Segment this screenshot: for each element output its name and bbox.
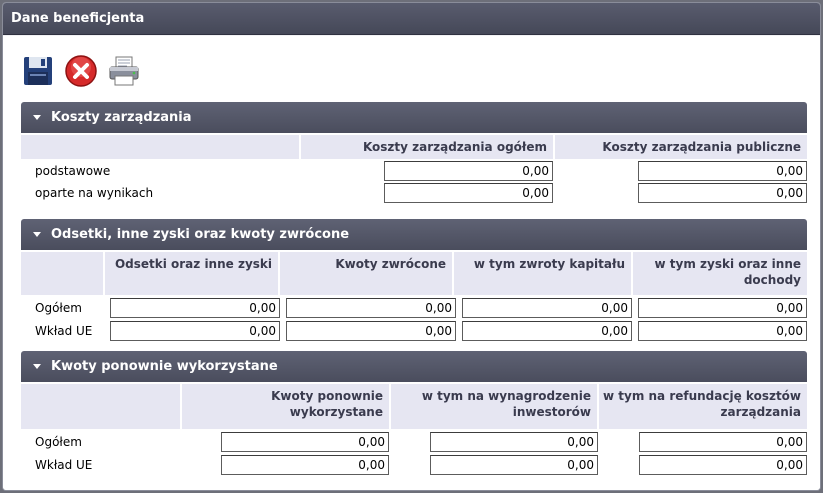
kwoty-ponownie-ogolem-input[interactable]	[221, 432, 389, 452]
section-odsetki	[21, 219, 807, 345]
zwroty-kapitalu-ogolem-input[interactable]	[462, 298, 632, 318]
row-label: Wkład UE	[35, 324, 93, 338]
wynagrodzenie-wklad-ue-input[interactable]	[430, 455, 598, 475]
section-koszty-zarzadzania	[21, 102, 807, 210]
dialog-window	[2, 2, 821, 491]
close-icon[interactable]	[64, 54, 98, 88]
refundacja-ogolem-input[interactable]	[639, 432, 807, 452]
zyski-dochody-ogolem-input[interactable]	[638, 298, 807, 318]
koszty-publiczne-podstawowe-input[interactable]	[638, 161, 807, 181]
section2-body	[21, 250, 807, 345]
section2-col-header: w tym zyski oraz inne dochody	[633, 252, 807, 295]
dialog-content	[3, 36, 820, 490]
section3-col-header: Kwoty ponownie wykorzystane	[182, 384, 389, 429]
section1-header[interactable]	[21, 102, 807, 133]
section1-col-header: Koszty zarządzania ogółem	[301, 135, 553, 159]
zyski-dochody-wklad-ue-input[interactable]	[638, 321, 807, 341]
koszty-ogolem-podstawowe-input[interactable]	[384, 161, 553, 181]
koszty-ogolem-wyniki-input[interactable]	[384, 183, 553, 203]
row-label: Ogółem	[35, 301, 82, 315]
section3-header[interactable]	[21, 351, 807, 382]
row-label: oparte na wynikach	[35, 186, 154, 200]
section2-col-header: Kwoty zwrócone	[280, 252, 452, 295]
collapse-arrow-icon[interactable]	[33, 232, 41, 237]
section1-col-header: Koszty zarządzania publiczne	[555, 135, 807, 159]
section-kwoty-ponownie	[21, 351, 807, 478]
window-title: Dane beneficjenta	[3, 3, 820, 35]
section1-header-blank	[21, 135, 299, 159]
kwoty-zwrocone-ogolem-input[interactable]	[286, 298, 456, 318]
koszty-publiczne-wyniki-input[interactable]	[638, 183, 807, 203]
odsetki-wklad-ue-input[interactable]	[110, 321, 280, 341]
section2-header-blank	[21, 252, 103, 295]
section2-title: Odsetki, inne zyski oraz kwoty zwrócone	[51, 227, 350, 242]
toolbar	[21, 54, 141, 88]
print-icon[interactable]	[107, 54, 141, 88]
row-label: Ogółem	[35, 435, 82, 449]
section1-body	[21, 133, 807, 210]
section3-header-blank	[21, 384, 180, 429]
section3-body	[21, 382, 807, 478]
section3-title: Kwoty ponownie wykorzystane	[51, 359, 278, 374]
row-label: podstawowe	[35, 164, 111, 178]
section2-col-header: Odsetki oraz inne zyski	[105, 252, 278, 295]
section1-title: Koszty zarządzania	[51, 110, 192, 125]
refundacja-wklad-ue-input[interactable]	[639, 455, 807, 475]
zwroty-kapitalu-wklad-ue-input[interactable]	[462, 321, 632, 341]
row-label: Wkład UE	[35, 458, 93, 472]
section3-col-header: w tym na wynagrodzenie inwestorów	[391, 384, 597, 429]
collapse-arrow-icon[interactable]	[33, 364, 41, 369]
wynagrodzenie-ogolem-input[interactable]	[430, 432, 598, 452]
kwoty-zwrocone-wklad-ue-input[interactable]	[286, 321, 456, 341]
collapse-arrow-icon[interactable]	[33, 115, 41, 120]
kwoty-ponownie-wklad-ue-input[interactable]	[221, 455, 389, 475]
section3-col-header: w tym na refundację kosztów zarządzania	[599, 384, 807, 429]
section2-col-header: w tym zwroty kapitału	[454, 252, 631, 295]
section2-header[interactable]	[21, 219, 807, 250]
odsetki-ogolem-input[interactable]	[110, 298, 280, 318]
save-icon[interactable]	[21, 54, 55, 88]
